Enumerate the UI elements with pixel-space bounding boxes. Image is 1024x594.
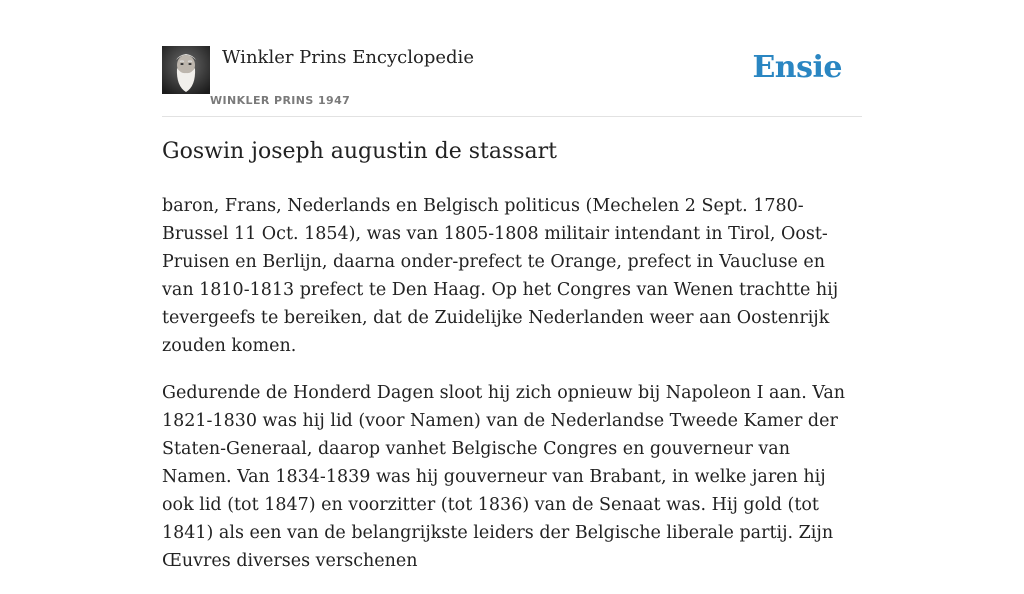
article-title: Goswin joseph augustin de stassart [162, 139, 558, 164]
ensie-logo[interactable]: Ensie [752, 50, 842, 85]
article-paragraph: baron, Frans, Nederlands en Belgisch politicus (Mechelen 2 Sept. 1780-Brussel 11 Oct. 1854), was van 1805-1808 militair intendant in Tirol, Oost-Pruisen en Berlijn, daarna onder-prefect te Orange, prefect in Vaucluse en van 1810-1813 prefect te Den Haag. Op het Congres van Wenen trachtte hij tevergeefs te bereiken, dat de Zuidelijke Nederlanden weer aan Oostenrijk zouden komen. [162, 196, 839, 356]
bearded-man-portrait-icon [162, 46, 210, 94]
article-body [162, 192, 862, 594]
site-header [162, 44, 862, 117]
article-paragraph: Gedurende de Honderd Dagen sloot hij zich opnieuw bij Napoleon I aan. Van 1821-1830 was hij lid (voor Namen) van de Nederlandse Tweede Kamer der Staten-Generaal, daarop vanhet Belgische Congres en gouverneur van Namen. Van 1834-1839 was hij gouverneur van Brabant, in welke jaren hij ook lid (tot 1847) en voorzitter (tot 1836) van de Senaat was. Hij gold (tot 1841) als een van de belangrijkste leiders der Belgische liberale partij. Zijn Œuvres diverses verschenen [162, 383, 846, 571]
site-name[interactable]: Winkler Prins Encyclopedie [222, 47, 474, 68]
source-label[interactable]: WINKLER PRINS 1947 [210, 94, 351, 107]
avatar[interactable] [162, 46, 210, 94]
